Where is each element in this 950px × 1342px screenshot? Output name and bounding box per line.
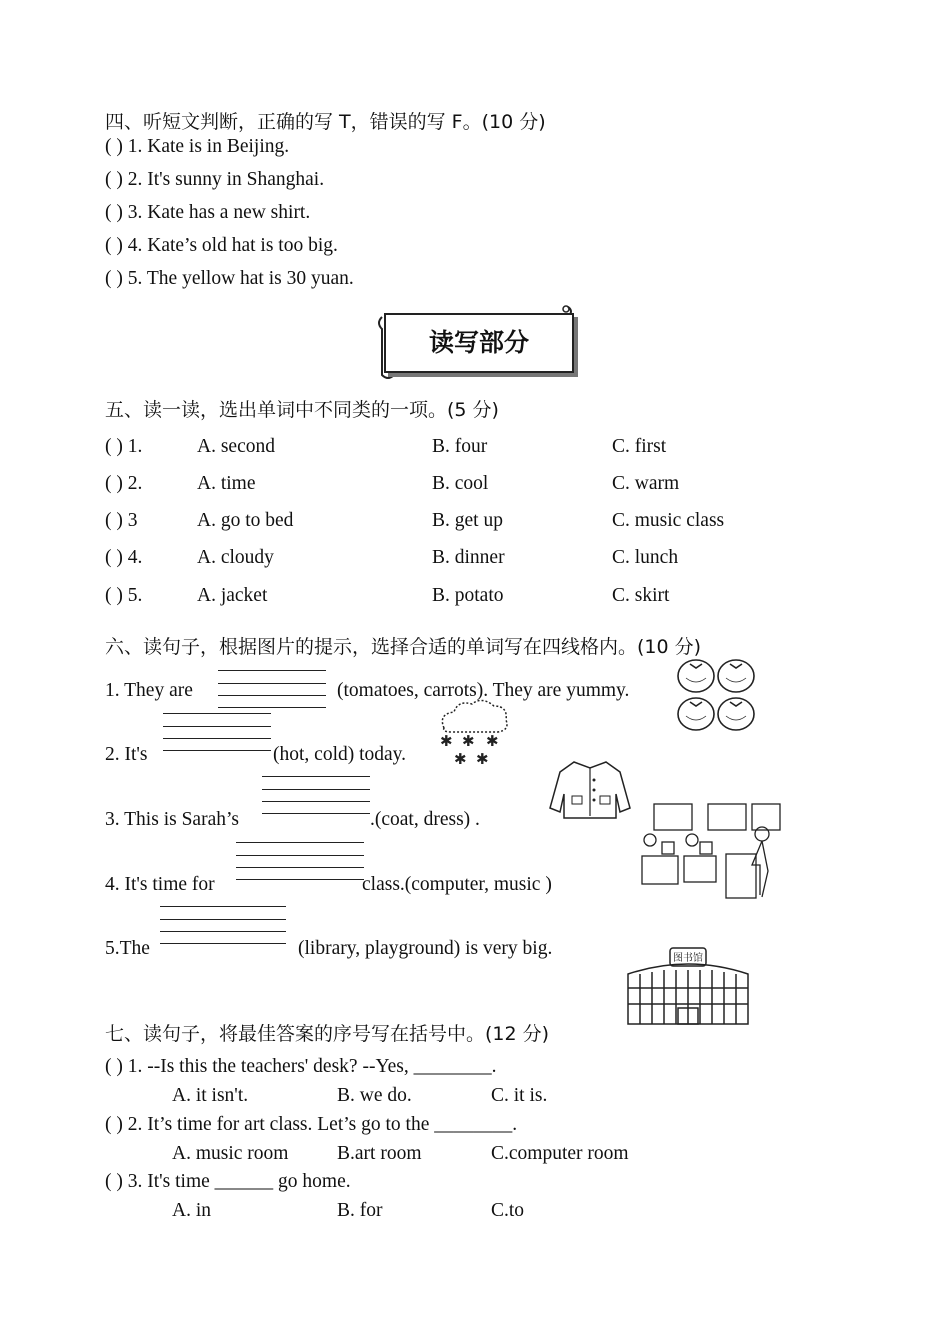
section5-row2-option-b: B. cool bbox=[432, 473, 489, 494]
section7-q1-option-c: C. it is. bbox=[491, 1085, 548, 1106]
section5-row3-option-c: C. music class bbox=[612, 510, 725, 531]
section4-item-2: ( ) 2. It's sunny in Shanghai. bbox=[105, 169, 325, 190]
section6-item1-suffix: (tomatoes, carrots). They are yummy. bbox=[337, 680, 630, 701]
section5-row3-option-b: B. get up bbox=[432, 510, 503, 531]
section6-item3-prefix: 3. This is Sarah’s bbox=[105, 809, 239, 830]
section5-row2-number: ( ) 2. bbox=[105, 473, 143, 494]
tomatoes-picture bbox=[676, 656, 758, 732]
section6-item3-suffix: .(coat, dress) . bbox=[370, 809, 480, 830]
section7-q2-option-c: C.computer room bbox=[491, 1143, 629, 1164]
section4-item-4: ( ) 4. Kate’s old hat is too big. bbox=[105, 235, 338, 256]
four-line-grid-3[interactable] bbox=[262, 776, 370, 814]
section4-item-1: ( ) 1. Kate is in Beijing. bbox=[105, 136, 290, 157]
section4-item-3: ( ) 3. Kate has a new shirt. bbox=[105, 202, 311, 223]
section5-row1-option-a: A. second bbox=[197, 436, 275, 457]
section5-heading: 五、读一读，选出单词中不同类的一项。(5 分) bbox=[105, 399, 499, 421]
section6-item2-prefix: 2. It's bbox=[105, 744, 148, 765]
section5-row5-option-c: C. skirt bbox=[612, 585, 670, 606]
library-building-picture bbox=[624, 944, 752, 1030]
section5-row5-option-b: B. potato bbox=[432, 585, 504, 606]
library-sign-text: 图书馆 bbox=[673, 953, 703, 964]
coat-picture bbox=[552, 758, 632, 820]
svg-text:✱: ✱ bbox=[462, 732, 475, 750]
svg-text:✱: ✱ bbox=[486, 732, 499, 750]
four-line-grid-2[interactable] bbox=[163, 713, 271, 751]
section6-item2-suffix: (hot, cold) today. bbox=[273, 744, 407, 765]
section4-item-5: ( ) 5. The yellow hat is 30 yuan. bbox=[105, 268, 354, 289]
section5-row1-option-b: B. four bbox=[432, 436, 488, 457]
section6-item5-prefix: 5.The bbox=[105, 938, 150, 959]
svg-text:✱: ✱ bbox=[476, 750, 489, 768]
section6-item4-prefix: 4. It's time for bbox=[105, 874, 215, 895]
section7-question-3: ( ) 3. It's time ______ go home. bbox=[105, 1171, 351, 1192]
svg-text:✱: ✱ bbox=[440, 732, 453, 750]
section6-heading: 六、读句子，根据图片的提示，选择合适的单词写在四线格内。(10 分) bbox=[105, 636, 702, 658]
four-line-grid-1[interactable] bbox=[218, 670, 326, 708]
section6-item5-suffix: (library, playground) is very big. bbox=[298, 938, 553, 959]
section5-row5-option-a: A. jacket bbox=[197, 585, 268, 606]
banner-label: 读写部分 bbox=[428, 328, 529, 357]
section7-q2-option-b: B.art room bbox=[337, 1143, 422, 1164]
section5-row5-number: ( ) 5. bbox=[105, 585, 143, 606]
section7-question-2: ( ) 2. It’s time for art class. Let’s go to the ________. bbox=[105, 1114, 518, 1135]
section7-q3-option-b: B. for bbox=[337, 1200, 383, 1221]
section5-row4-option-a: A. cloudy bbox=[197, 547, 274, 568]
svg-text:✱: ✱ bbox=[454, 750, 467, 768]
section7-q2-option-a: A. music room bbox=[172, 1143, 289, 1164]
section5-row2-option-c: C. warm bbox=[612, 473, 680, 494]
section5-row4-option-b: B. dinner bbox=[432, 547, 505, 568]
four-line-grid-4[interactable] bbox=[236, 842, 364, 880]
section7-q3-option-c: C.to bbox=[491, 1200, 525, 1221]
four-line-grid-5[interactable] bbox=[160, 906, 286, 944]
section7-heading: 七、读句子，将最佳答案的序号写在括号中。(12 分) bbox=[105, 1023, 550, 1045]
section5-row3-option-a: A. go to bed bbox=[197, 510, 294, 531]
section7-q1-option-b: B. we do. bbox=[337, 1085, 412, 1106]
section6-item4-suffix: class.(computer, music ) bbox=[362, 874, 552, 895]
section5-row1-option-c: C. first bbox=[612, 436, 667, 457]
section7-q1-option-a: A. it isn't. bbox=[172, 1085, 249, 1106]
section5-row3-number: ( ) 3 bbox=[105, 510, 138, 531]
section5-row2-option-a: A. time bbox=[197, 473, 256, 494]
section4-heading: 四、听短文判断，正确的写 T，错误的写 F。(10 分) bbox=[105, 111, 546, 133]
section5-row4-number: ( ) 4. bbox=[105, 547, 143, 568]
section7-question-1: ( ) 1. --Is this the teachers' desk? --Yes, ________. bbox=[105, 1056, 497, 1077]
section7-q3-option-a: A. in bbox=[172, 1200, 211, 1221]
section-banner bbox=[384, 313, 574, 373]
section6-item1-prefix: 1. They are bbox=[105, 680, 193, 701]
section5-row1-number: ( ) 1. bbox=[105, 436, 143, 457]
section5-row4-option-c: C. lunch bbox=[612, 547, 679, 568]
computer-classroom-picture bbox=[636, 800, 782, 904]
snow-cloud-picture bbox=[436, 698, 512, 768]
